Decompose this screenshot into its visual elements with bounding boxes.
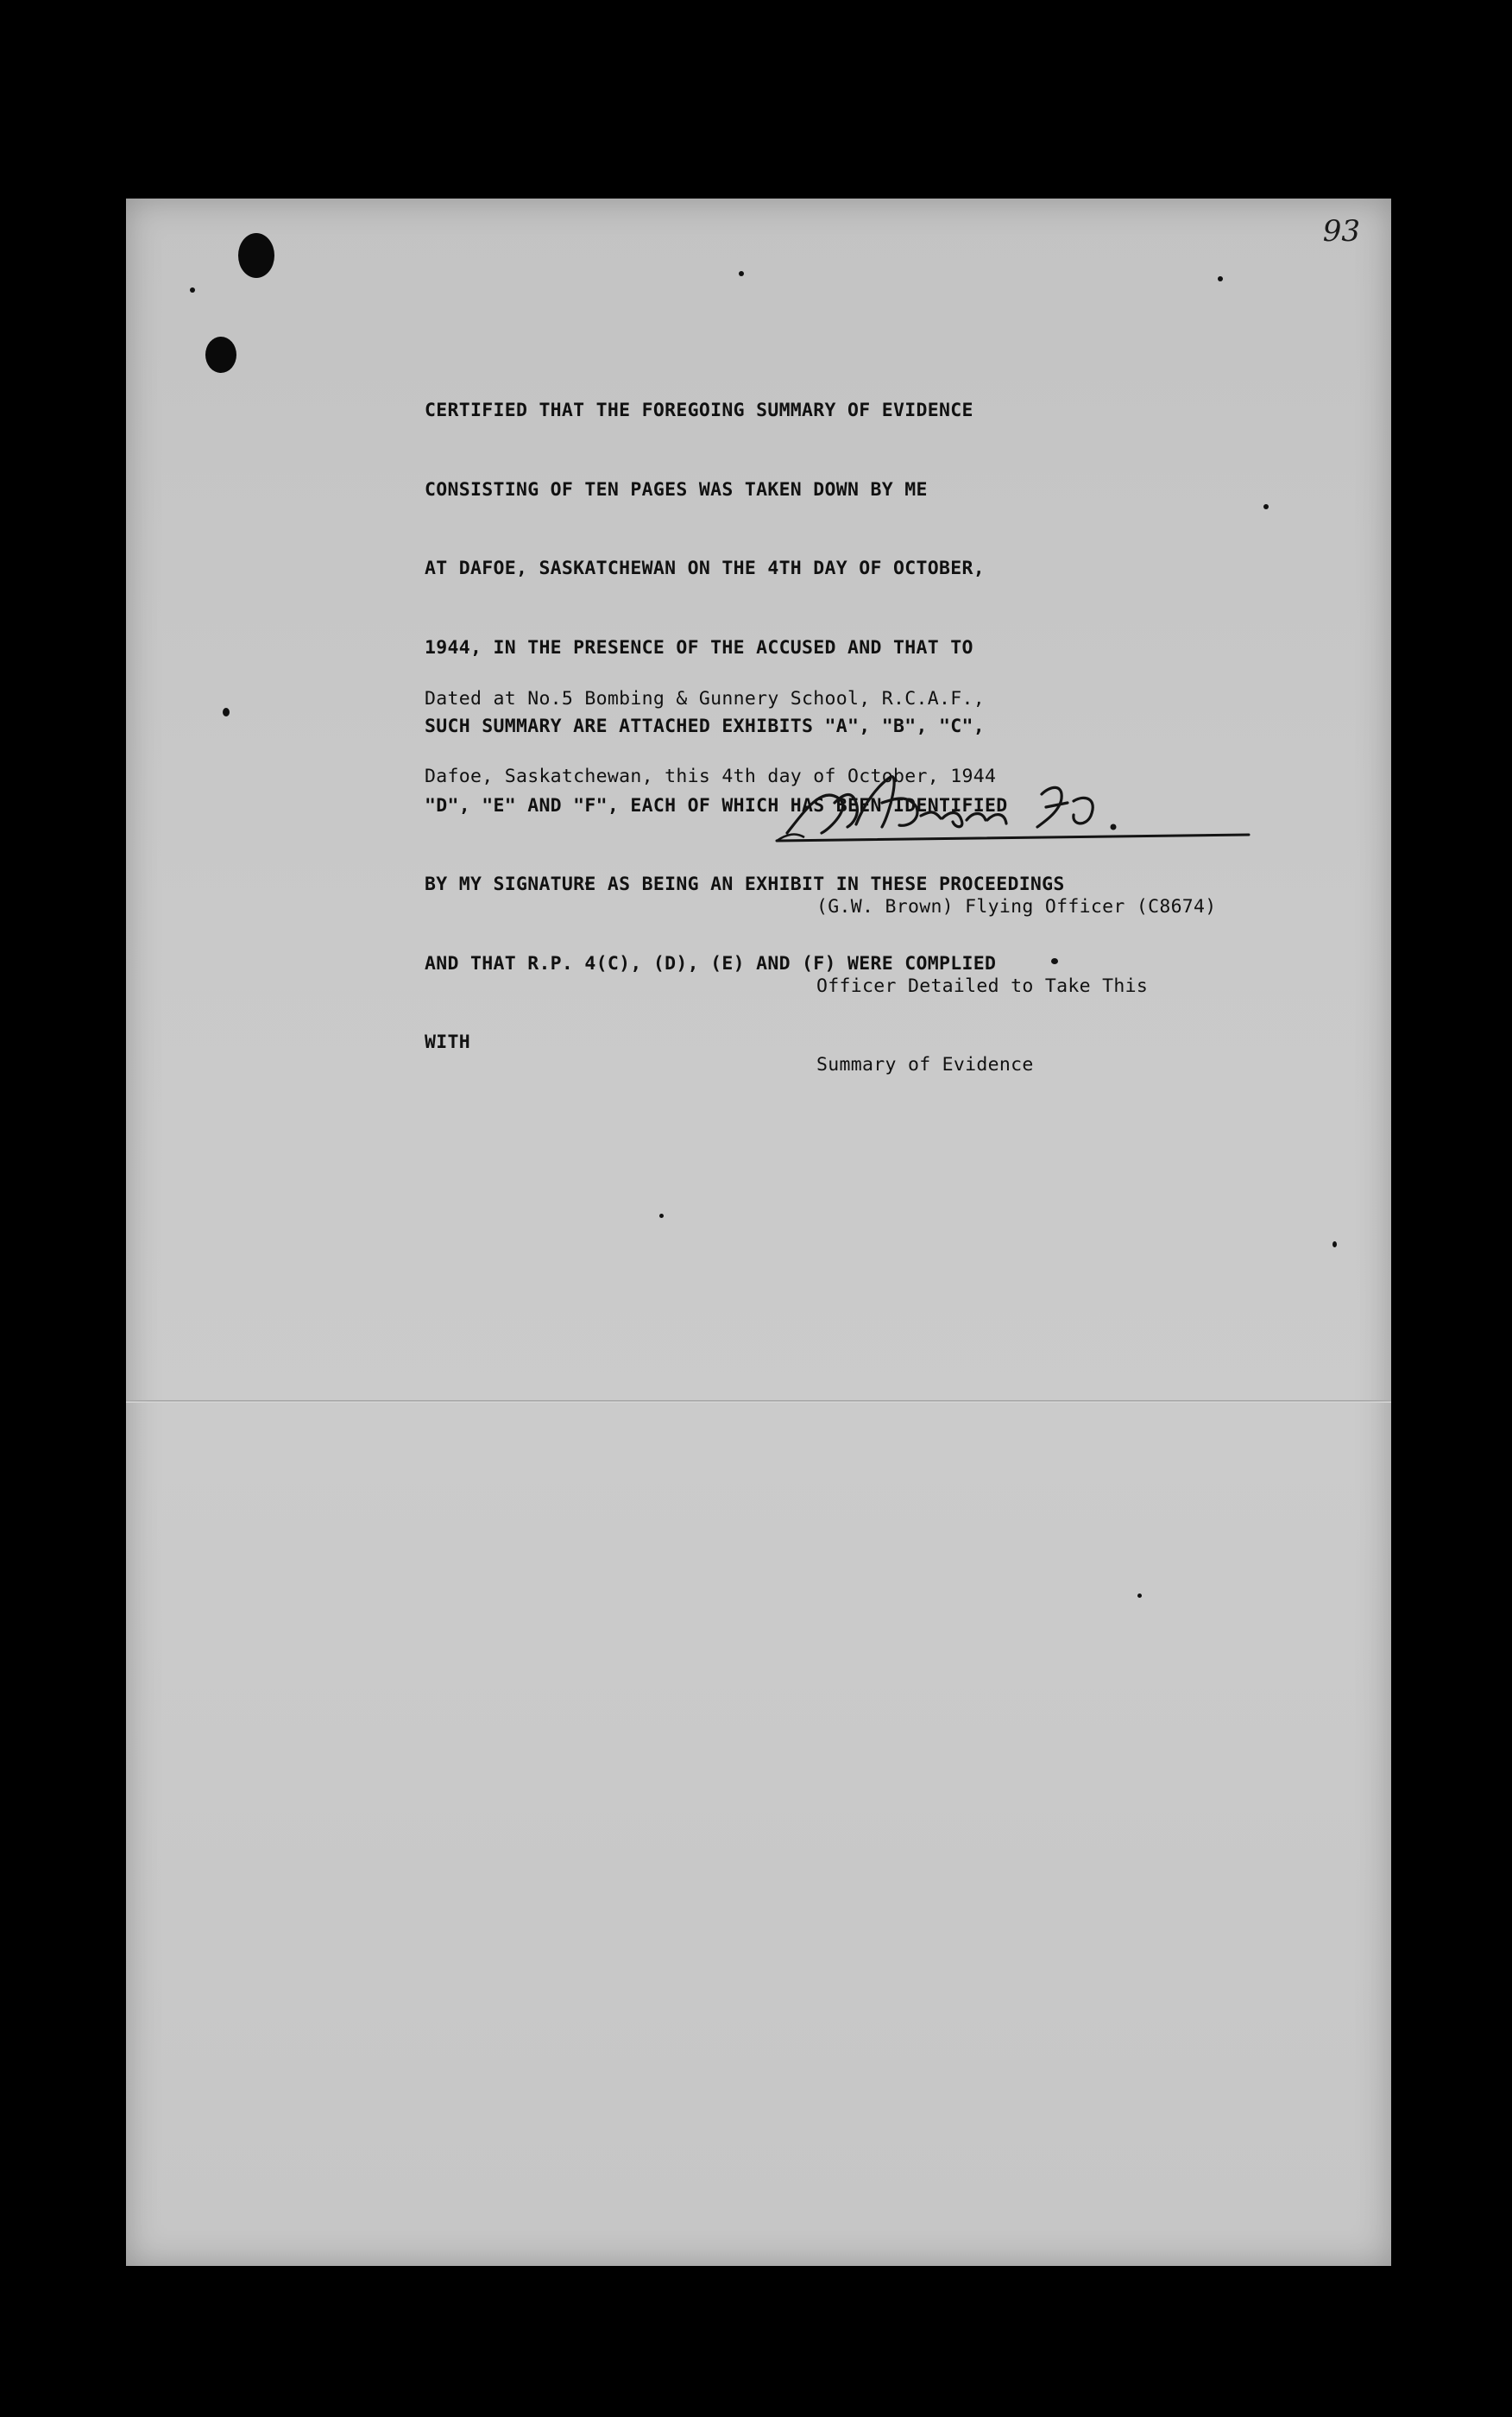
speck bbox=[739, 271, 744, 276]
speck bbox=[1137, 1593, 1142, 1598]
speck bbox=[223, 708, 230, 716]
certification-line: AND THAT R.P. 4(C), (D), (E) AND (F) WERE COMPLIED bbox=[425, 952, 997, 975]
dated-line: Dafoe, Saskatchewan, this 4th day of October, 1944 bbox=[425, 766, 997, 787]
speck bbox=[659, 1214, 664, 1218]
certification-line: CERTIFIED THAT THE FOREGOING SUMMARY OF EVIDENCE bbox=[425, 400, 973, 421]
speck bbox=[1218, 276, 1223, 281]
fold-line bbox=[126, 1400, 1391, 1403]
page-number: 93 bbox=[1322, 214, 1360, 249]
officer-signature-block bbox=[816, 842, 1217, 1132]
certification-line: AT DAFOE, SASKATCHEWAN ON THE 4TH DAY OF OCTOBER, bbox=[425, 558, 985, 579]
dated-line: Dated at No.5 Bombing & Gunnery School, R.C.A.F., bbox=[425, 688, 985, 710]
speck bbox=[1263, 504, 1269, 509]
officer-title-line: Officer Detailed to Take This bbox=[816, 975, 1149, 997]
certification-line: WITH bbox=[425, 1032, 470, 1053]
officer-title-line: Summary of Evidence bbox=[816, 1054, 1034, 1076]
certification-line: "D", "E" AND "F", EACH OF WHICH HAS BEEN IDENTIFIED bbox=[425, 794, 1008, 817]
punch-hole-middle bbox=[205, 337, 236, 373]
punch-hole-top bbox=[238, 233, 274, 278]
speck bbox=[190, 287, 195, 293]
officer-name-line: (G.W. Brown) Flying Officer (C8674) bbox=[816, 896, 1217, 918]
document-page bbox=[126, 199, 1391, 2266]
certification-line: SUCH SUMMARY ARE ATTACHED EXHIBITS "A", "B", "C", bbox=[425, 716, 985, 737]
certification-line: BY MY SIGNATURE AS BEING AN EXHIBIT IN THESE PROCEEDINGS bbox=[425, 874, 1065, 895]
certification-line: CONSISTING OF TEN PAGES WAS TAKEN DOWN BY ME bbox=[425, 478, 928, 501]
speck bbox=[1332, 1241, 1337, 1247]
certification-line: 1944, IN THE PRESENCE OF THE ACCUSED AND THAT TO bbox=[425, 636, 973, 659]
